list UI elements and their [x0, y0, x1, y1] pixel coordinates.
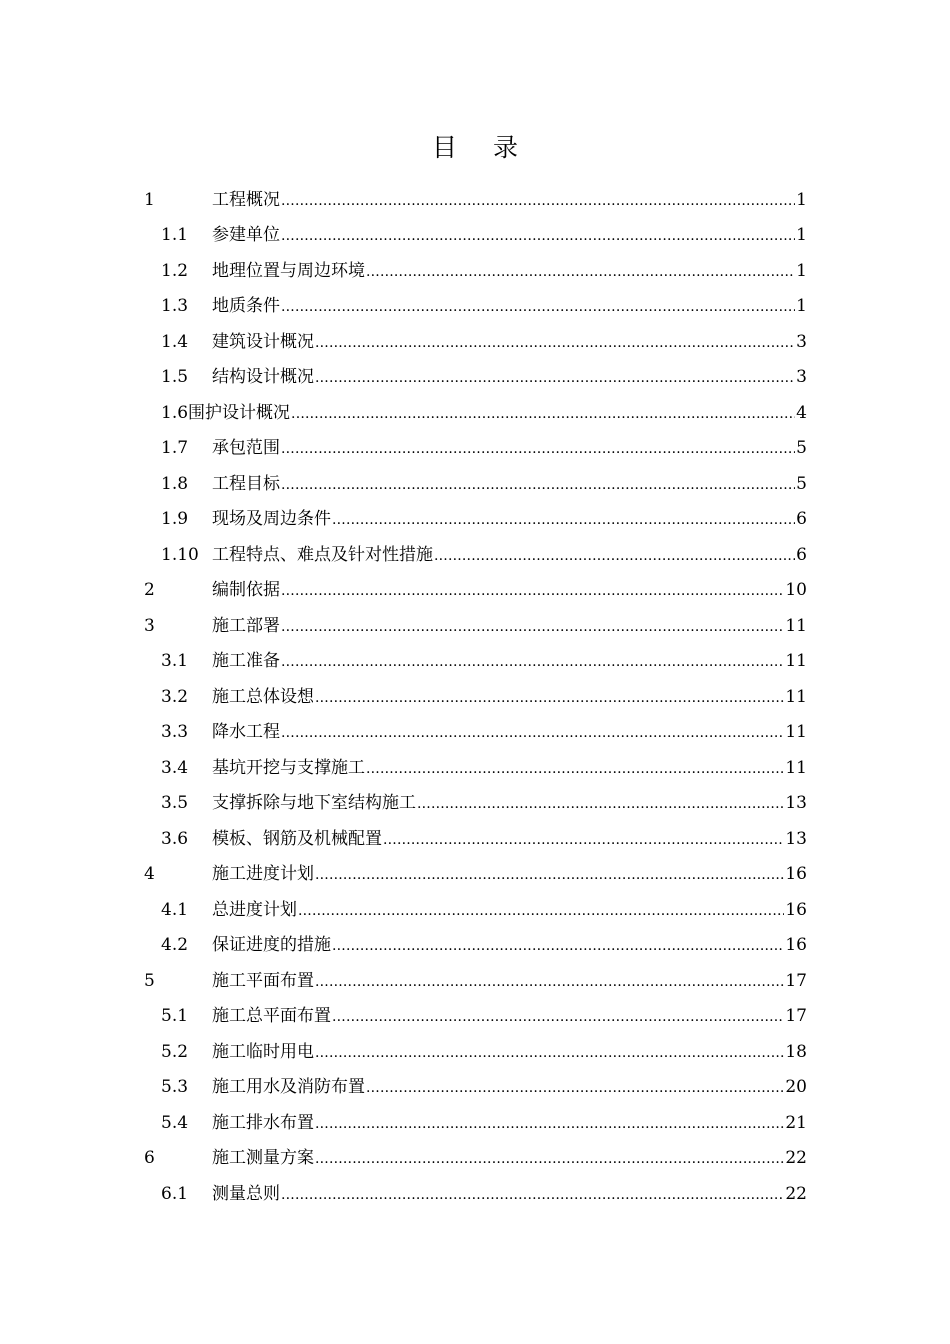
- toc-leader: [315, 971, 784, 991]
- toc-leader: [281, 616, 784, 636]
- toc-page-number: 11: [785, 757, 807, 778]
- toc-number: 3.6: [161, 828, 189, 849]
- toc-leader: [291, 403, 795, 423]
- toc-number: 1: [144, 189, 155, 210]
- toc-page-number: 11: [785, 722, 807, 743]
- toc-title: 参建单位: [212, 225, 280, 246]
- toc-number: 1.5: [161, 367, 189, 388]
- toc-number: 3.5: [161, 793, 189, 814]
- toc-page-number: 20: [785, 1077, 807, 1098]
- toc-number: 5: [144, 970, 155, 991]
- toc-number: 1.7: [161, 438, 189, 459]
- toc-entry[interactable]: [144, 182, 807, 218]
- toc-entry[interactable]: [144, 537, 807, 573]
- toc-title: 地理位置与周边环境: [212, 260, 365, 281]
- toc-entry[interactable]: [144, 324, 807, 360]
- toc-leader: [298, 900, 784, 920]
- toc-entry[interactable]: [144, 395, 807, 431]
- toc-title: 地质条件: [212, 296, 280, 317]
- toc-number: 3.1: [161, 651, 189, 672]
- toc-leader: [417, 793, 784, 813]
- toc-leader: [315, 1113, 784, 1133]
- toc-leader: [315, 332, 795, 352]
- toc-page-number: 16: [785, 864, 807, 885]
- toc-entry[interactable]: [144, 679, 807, 715]
- toc-page-number: 5: [796, 473, 807, 494]
- toc-title: 围护设计概况: [188, 402, 291, 423]
- toc-entry[interactable]: [144, 715, 807, 751]
- toc-leader: [315, 367, 795, 387]
- toc-page-number: 11: [785, 651, 807, 672]
- toc-entry[interactable]: [144, 502, 807, 538]
- toc-entry[interactable]: [144, 786, 807, 822]
- toc-page-number: 11: [785, 686, 807, 707]
- toc-number: 1.9: [161, 509, 189, 530]
- toc-number: 4.2: [161, 935, 189, 956]
- toc-page-number: 3: [796, 331, 807, 352]
- page-title: 目 录: [432, 133, 532, 162]
- toc-title: 施工用水及消防布置: [212, 1077, 365, 1098]
- toc-entry[interactable]: [144, 466, 807, 502]
- toc-entry[interactable]: [144, 1176, 807, 1212]
- toc-number: 3.3: [161, 722, 189, 743]
- toc-title: 测量总则: [212, 1183, 280, 1204]
- toc-number: 1.8: [161, 473, 189, 494]
- toc-entry[interactable]: [144, 360, 807, 396]
- toc-leader: [281, 296, 795, 316]
- toc-page-number: 1: [796, 296, 807, 317]
- toc-leader: [383, 829, 784, 849]
- toc-leader: [366, 1077, 784, 1097]
- toc-page-number: 13: [785, 828, 807, 849]
- toc-entry[interactable]: [144, 289, 807, 325]
- toc-leader: [281, 722, 784, 742]
- toc-leader: [281, 580, 784, 600]
- toc-entry[interactable]: [144, 573, 807, 609]
- toc-title: 施工准备: [212, 651, 280, 672]
- toc-title: 施工排水布置: [212, 1112, 314, 1133]
- toc-entry[interactable]: [144, 963, 807, 999]
- toc-title: 施工测量方案: [212, 1148, 314, 1169]
- toc-entry[interactable]: [144, 253, 807, 289]
- toc-number: 4.1: [161, 899, 189, 920]
- toc-entry[interactable]: [144, 857, 807, 893]
- toc-entry[interactable]: [144, 928, 807, 964]
- toc-number: 3: [144, 615, 155, 636]
- toc-number: 1.2: [161, 260, 189, 281]
- toc-entry[interactable]: [144, 821, 807, 857]
- toc-number: 1.4: [161, 331, 189, 352]
- toc-title: 结构设计概况: [212, 367, 314, 388]
- toc-leader: [281, 438, 795, 458]
- toc-number: 3.4: [161, 757, 189, 778]
- toc-page-number: 13: [785, 793, 807, 814]
- toc-entry[interactable]: [144, 1105, 807, 1141]
- toc-title: 施工进度计划: [212, 864, 314, 885]
- toc-leader: [366, 758, 784, 778]
- toc-page-number: 4: [796, 402, 807, 423]
- toc-page-number: 18: [785, 1041, 807, 1062]
- toc-title: 降水工程: [212, 722, 280, 743]
- toc-leader: [281, 1184, 784, 1204]
- toc-number: 1.10: [161, 544, 199, 565]
- toc-title: 施工临时用电: [212, 1041, 314, 1062]
- toc-page-number: 11: [785, 615, 807, 636]
- toc-leader: [315, 1148, 784, 1168]
- toc-title: 施工平面布置: [212, 970, 314, 991]
- toc-title: 施工总平面布置: [212, 1006, 331, 1027]
- toc-page-number: 1: [796, 225, 807, 246]
- toc-page-number: 16: [785, 899, 807, 920]
- toc-number: 4: [144, 864, 155, 885]
- toc-leader: [332, 1006, 784, 1026]
- toc-leader: [366, 261, 795, 281]
- toc-leader: [434, 545, 795, 565]
- toc-leader: [332, 509, 795, 529]
- toc-title: 模板、钢筋及机械配置: [212, 828, 382, 849]
- toc-leader: [332, 935, 784, 955]
- toc-title: 总进度计划: [212, 899, 297, 920]
- toc-number: 5.3: [161, 1077, 189, 1098]
- toc-leader: [281, 474, 795, 494]
- toc-entry[interactable]: [144, 1070, 807, 1106]
- toc-entry[interactable]: [144, 218, 807, 254]
- toc-number: 5.4: [161, 1112, 189, 1133]
- toc-leader: [315, 1042, 784, 1062]
- toc-number: 1.6: [161, 402, 189, 423]
- toc-page-number: 3: [796, 367, 807, 388]
- toc-page-number: 22: [785, 1183, 807, 1204]
- toc-entry[interactable]: [144, 750, 807, 786]
- toc-leader: [281, 651, 784, 671]
- toc-page-number: 22: [785, 1148, 807, 1169]
- toc-leader: [315, 864, 784, 884]
- toc-page-number: 17: [785, 970, 807, 991]
- toc-title: 工程概况: [212, 189, 280, 210]
- toc-entry[interactable]: [144, 1141, 807, 1177]
- toc-title: 保证进度的措施: [212, 935, 331, 956]
- toc-page-number: 21: [785, 1112, 807, 1133]
- toc-page-number: 5: [796, 438, 807, 459]
- toc-page-number: 6: [796, 509, 807, 530]
- toc-number: 1.3: [161, 296, 189, 317]
- toc-entry[interactable]: [144, 1034, 807, 1070]
- toc-title: 承包范围: [212, 438, 280, 459]
- toc-title: 编制依据: [212, 580, 280, 601]
- toc-title: 工程特点、难点及针对性措施: [212, 544, 433, 565]
- toc-number: 2: [144, 580, 155, 601]
- toc-leader: [315, 687, 784, 707]
- toc-leader: [281, 190, 795, 210]
- toc-number: 5.1: [161, 1006, 189, 1027]
- toc-entry[interactable]: [144, 892, 807, 928]
- toc-title: 施工总体设想: [212, 686, 314, 707]
- toc-number: 6.1: [161, 1183, 189, 1204]
- toc-page-number: 17: [785, 1006, 807, 1027]
- table-of-contents: [144, 182, 807, 1212]
- toc-title: 支撑拆除与地下室结构施工: [212, 793, 416, 814]
- toc-page-number: 6: [796, 544, 807, 565]
- toc-page-number: 1: [796, 189, 807, 210]
- toc-entry[interactable]: [144, 999, 807, 1035]
- toc-entry[interactable]: [144, 644, 807, 680]
- toc-leader: [281, 225, 795, 245]
- toc-number: 6: [144, 1148, 155, 1169]
- toc-title: 基坑开挖与支撑施工: [212, 757, 365, 778]
- toc-title: 建筑设计概况: [212, 331, 314, 352]
- toc-page-number: 16: [785, 935, 807, 956]
- toc-number: 3.2: [161, 686, 189, 707]
- toc-entry[interactable]: [144, 608, 807, 644]
- toc-title: 现场及周边条件: [212, 509, 331, 530]
- toc-title: 工程目标: [212, 473, 280, 494]
- toc-title: 施工部署: [212, 615, 280, 636]
- toc-page-number: 1: [796, 260, 807, 281]
- toc-page-number: 10: [785, 580, 807, 601]
- toc-number: 5.2: [161, 1041, 189, 1062]
- toc-entry[interactable]: [144, 431, 807, 467]
- toc-number: 1.1: [161, 225, 189, 246]
